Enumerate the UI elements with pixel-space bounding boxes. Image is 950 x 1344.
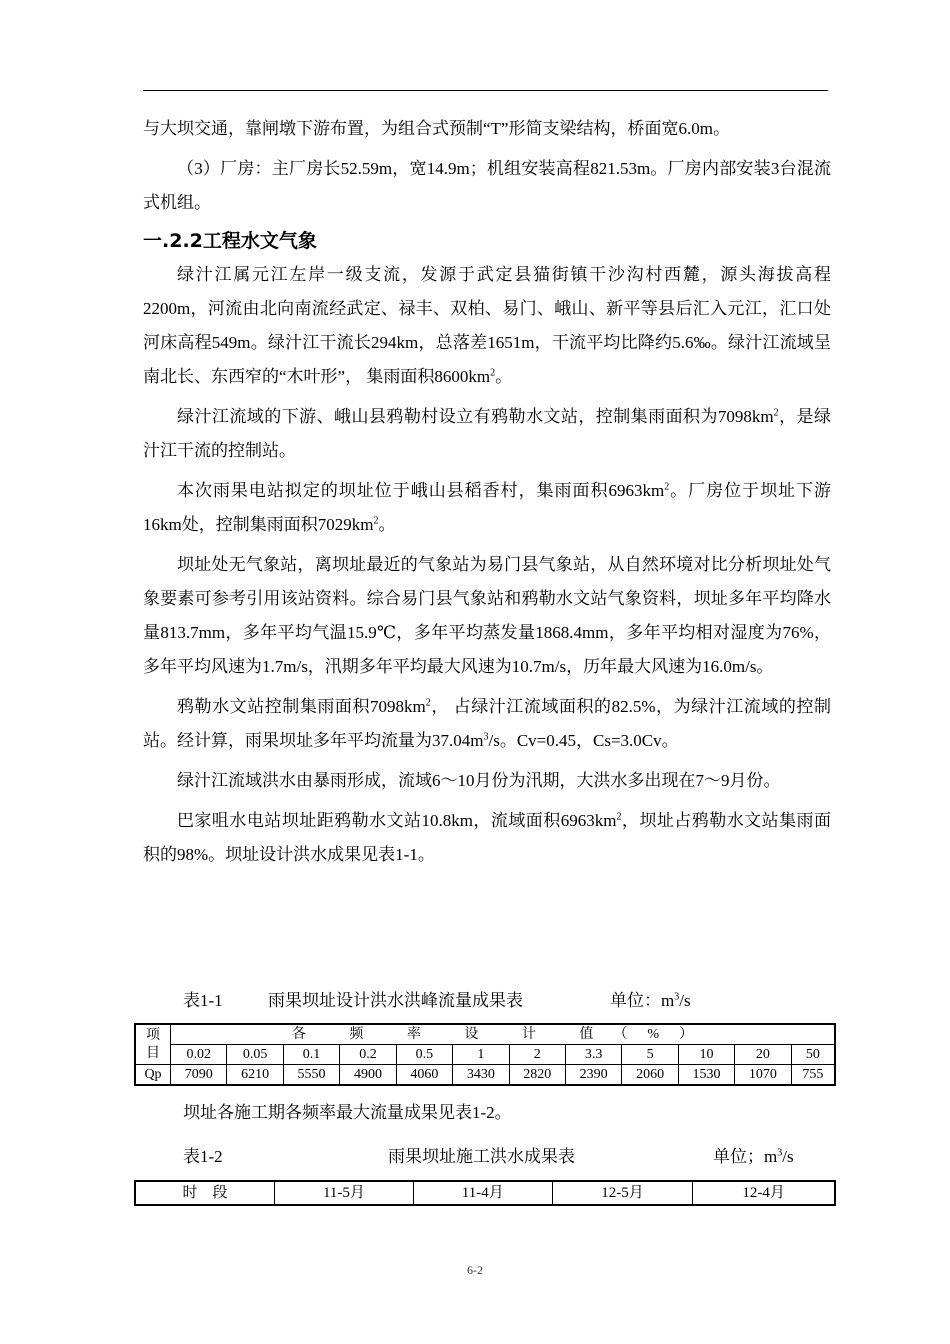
row-label: Qp bbox=[135, 1065, 171, 1086]
table2-caption-title: 雨果坝址施工洪水成果表 bbox=[388, 1147, 575, 1166]
value-cell: 3430 bbox=[453, 1065, 509, 1086]
value-cell: 4060 bbox=[396, 1065, 452, 1086]
value-cell: 755 bbox=[791, 1065, 835, 1086]
period-column-header: 12-5月 bbox=[552, 1181, 693, 1205]
freq-cell: 0.02 bbox=[171, 1045, 227, 1065]
table1-caption-title: 雨果坝址设计洪水洪峰流量成果表 bbox=[268, 991, 523, 1010]
freq-cell: 0.2 bbox=[340, 1045, 396, 1065]
paragraph-damsite: 本次雨果电站拟定的坝址位于峨山县稻香村，集雨面积$6963km^2$。厂房位于坝址下游16km处，控制集雨面积$7029km^2$。 bbox=[143, 481, 832, 534]
freq-cell: 1 bbox=[453, 1045, 509, 1065]
table1-caption-number: 表1-1 bbox=[183, 991, 223, 1010]
period-header: 时 段 bbox=[135, 1181, 275, 1205]
freq-cell: 50 bbox=[791, 1045, 835, 1065]
value-cell: 5550 bbox=[283, 1065, 339, 1086]
paragraph-powerhouse: （3）厂房：主厂房长52.59m，宽14.9m；机组安装高程821.53m。厂房内部安装3台混流式机组。 bbox=[143, 159, 831, 212]
paragraph-flow: 鸦勒水文站控制集雨面积$7098km^2$， 占绿汁江流域面积的82.5%，为绿汁江流域的控制站。经计算，雨果坝址多年平均流量为$37.04m^3/s$。Cv=0.45，Cs=3.0Cv。 bbox=[143, 697, 831, 750]
paragraph-bajiazui: 巴家咀水电站坝址距鸦勒水文站10.8km，流域面积$6963km^2$，坝址占鸦勒水文站集雨面积的98%。坝址设计洪水成果见表1-1。 bbox=[143, 811, 832, 864]
freq-cell: 3.3 bbox=[565, 1045, 621, 1065]
period-column-header: 11-5月 bbox=[275, 1181, 414, 1205]
paragraph-river: 绿汁江属元江左岸一级支流，发源于武定县猫街镇干沙沟村西麓，源头海拔高程2200m，河流由北向南流经武定、禄丰、双柏、易门、峨山、新平等县后汇入元江，汇口处河床高程549m。绿汁江干流长294km，总落差1651m，干流平均比降约5.6‰。绿汁江流域呈南北长、东西窄的“木叶形”， 集雨面积$8600km^2$。 bbox=[143, 265, 831, 386]
header-rule bbox=[143, 90, 828, 91]
value-cell: 6210 bbox=[227, 1065, 283, 1086]
paragraph-station: 绿汁江流域的下游、峨山县鸦勒村设立有鸦勒水文站，控制集雨面积为$7098km^2$，是绿汁江干流的控制站。 bbox=[143, 407, 831, 460]
section-heading: 一.2.2工程水文气象 bbox=[143, 230, 317, 252]
table1-caption-unit: 单位：$m^3/s$ bbox=[610, 991, 691, 1010]
paragraph-table2-intro: 坝址各施工期各频率最大流量成果见表1-2。 bbox=[183, 1103, 512, 1122]
paragraph-flood: 绿汁江流域洪水由暴雨形成，流域6～10月份为汛期，大洪水多出现在7～9月份。 bbox=[177, 771, 781, 790]
value-cell: 4900 bbox=[340, 1065, 396, 1086]
construction-flood-table bbox=[134, 1180, 836, 1206]
design-flood-table bbox=[134, 1023, 836, 1086]
value-cell: 2390 bbox=[565, 1065, 621, 1086]
freq-cell: 2 bbox=[509, 1045, 565, 1065]
paragraph-bridge: 与大坝交通，靠闸墩下游布置，为组合式预制“T”形简支梁结构，桥面宽6.0m。 bbox=[143, 119, 730, 138]
value-cell: 7090 bbox=[171, 1065, 227, 1086]
document-body bbox=[143, 112, 831, 878]
freq-cell: 0.05 bbox=[227, 1045, 283, 1065]
qp-row bbox=[135, 1065, 835, 1086]
value-cell: 2060 bbox=[622, 1065, 678, 1086]
table2-caption-number: 表1-2 bbox=[183, 1147, 223, 1166]
paragraph-climate: 坝址处无气象站，离坝址最近的气象站为易门县气象站，从自然环境对比分析坝址处气象要素可参考引用该站资料。综合易门县气象站和鸦勒水文站气象资料，坝址多年平均降水量813.7mm，多年平均气温15.9℃，多年平均蒸发量1868.4mm，多年平均相对湿度为76%，多年平均风速为1.7m/s，汛期多年平均最大风速为10.7m/s，历年最大风速为16.0m/s。 bbox=[143, 555, 831, 676]
value-cell: 1070 bbox=[735, 1065, 791, 1086]
freq-cell: 0.5 bbox=[396, 1045, 452, 1065]
freq-cell: 20 bbox=[735, 1045, 791, 1065]
period-column-header: 11-4月 bbox=[413, 1181, 552, 1205]
freq-cell: 5 bbox=[622, 1045, 678, 1065]
freq-cell: 0.1 bbox=[283, 1045, 339, 1065]
page-number: 6-2 bbox=[467, 1263, 483, 1277]
period-column-header: 12-4月 bbox=[693, 1181, 835, 1205]
item-header-cell: 项 目 bbox=[135, 1024, 171, 1065]
value-cell: 2820 bbox=[509, 1065, 565, 1086]
frequency-group-header: 各 频 率 设 计 值（%） bbox=[171, 1024, 836, 1045]
freq-cell: 10 bbox=[678, 1045, 734, 1065]
frequency-row bbox=[135, 1045, 835, 1065]
value-cell: 1530 bbox=[678, 1065, 734, 1086]
table2-caption-unit: 单位；$m^3/s$ bbox=[713, 1147, 794, 1166]
table2-header-row bbox=[135, 1181, 835, 1205]
